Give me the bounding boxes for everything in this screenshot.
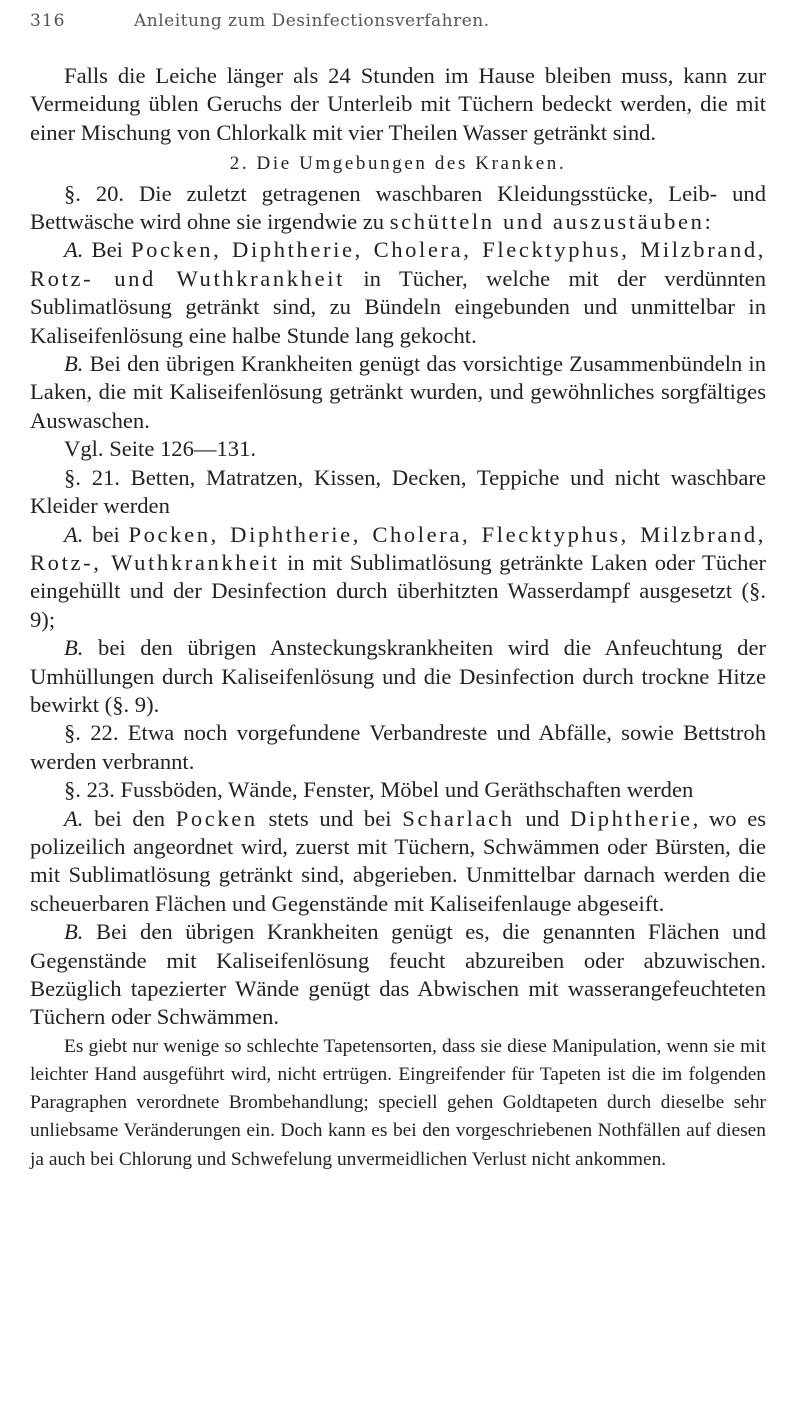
s23b-label: B. — [64, 919, 84, 945]
s23a-text-c: und — [514, 805, 570, 831]
s23a-pocken: Pocken — [175, 805, 258, 831]
s23b-text: Bei den übrigen Krankheiten genügt es, die genannten Flächen und Gegenstände mit Kaliseifenlösung feucht abzureiben oder abzuwischen. Bezüglich tapezierter Wände genügt das Abwischen mit wasserangefeuchteten Tüchern oder Schwämmen. — [30, 919, 766, 1030]
s20a-label: A. — [64, 237, 84, 263]
s21b-label: B. — [64, 635, 84, 661]
s21a-diseases: Pocken, Diphtherie, Cholera, Flecktyphus, Milzbrand, Rotz-, Wuthkrankheit — [30, 521, 766, 575]
section-heading-text: 2. Die Umgebungen des Kranken. — [229, 153, 567, 175]
s23a-label: A. — [64, 805, 84, 831]
paragraph-s23b — [30, 918, 766, 1032]
s20a-text-a: Bei — [83, 237, 131, 263]
section-heading — [30, 150, 766, 178]
paragraph-corpse: Falls die Leiche länger als 24 Stunden im Hause bleiben muss, kann zur Vermeidung üblen Geruchs der Unterleib mit Tüchern bedeckt werden, die mit einer Mischung von Chlorkalk mit vier Theilen Wasser getränkt sind. — [30, 63, 766, 145]
page-number: 316 — [30, 11, 66, 31]
paragraph-s21: §. 21. Betten, Matratzen, Kissen, Decken, Teppiche und nicht waschbare Kleider werden — [30, 464, 766, 519]
s20b-label: B. — [64, 351, 84, 377]
s20b-text: Bei den übrigen Krankheiten genügt das vorsichtige Zusammenbündeln in Laken, die mit Kaliseifenlösung getränkt wurden, und gewöhnliches sorgfältiges Auswaschen. — [30, 351, 766, 433]
paragraph-s20b — [30, 350, 766, 435]
paragraph-s20a — [30, 236, 766, 350]
paragraph-s21a — [30, 521, 766, 635]
paragraph-s21b — [30, 634, 766, 719]
s23a-scharlach: Scharlach — [402, 805, 515, 831]
s20-text-b: : — [704, 209, 711, 235]
running-title: Anleitung zum Desinfectionsverfahren. — [134, 11, 490, 31]
s23a-text-a: bei den — [83, 805, 176, 831]
main-text — [30, 62, 766, 1174]
paragraph-s23: §. 23. Fussböden, Wände, Fenster, Möbel und Geräthschaften werden — [64, 777, 694, 803]
s21b-text: bei den übrigen Ansteckungskrankheiten wird die Anfeuchtung der Umhüllungen durch Kaliseifenlösung und die Desinfection durch trockne Hitze bewirkt (§. 9). — [30, 635, 766, 717]
s23a-text-d: , wo es polizeilich angeordnet wird, zuerst mit Tüchern, Schwämmen oder Bürsten, die mit Sublimatlösung getränkt sind, abgerieben. Unmittelbar darnach werden die scheuerbaren Flächen und Gegenstände mit Kaliseifenlauge abgeseift. — [30, 805, 767, 916]
s20-spaced: schütteln und auszustäuben — [389, 209, 705, 235]
footnote-block — [30, 1033, 766, 1174]
s21a-label: A. — [64, 521, 84, 547]
running-head — [30, 11, 766, 35]
s20a-diseases: Pocken, Diphtherie, Cholera, Flecktyphus, Milzbrand, Rotz- und Wuthkrankheit — [30, 237, 766, 291]
s20a-text-b: in Tücher, welche mit der verdünnten Sublimatlösung getränkt sind, zu Bündeln eingebunden und unmittelbar in Kaliseifenlösung eine halbe Stunde lang gekocht. — [30, 265, 766, 348]
reference-line: Vgl. Seite 126—131. — [64, 436, 257, 462]
wallpaper-note: Es giebt nur wenige so schlechte Tapetensorten, dass sie diese Manipulation, wenn sie mit leichter Hand ausgeführt wird, nicht ertrügen. Eingreifender für Tapeten ist die im folgenden Paragraphen verordnete Brombehandlung; speciell gehen Goldtapeten durch dieselbe sehr unliebsame Veränderungen ein. Doch kann es bei den vorgeschriebenen Nothfällen auf diesen ja auch bei Chlorung und Schwefelung unvermeidlichen Verlust nicht ankommen. — [30, 1035, 766, 1170]
paragraph-s22: §. 22. Etwa noch vorgefundene Verbandreste und Abfälle, sowie Bettstroh werden verbrannt. — [30, 720, 766, 774]
s21a-text-a: bei — [83, 521, 129, 547]
s21a-text-b: in mit Sublimatlösung getränkte Laken oder Tücher eingehüllt und der Desinfection durch überhitzten Wasserdampf ausgesetzt (§. 9); — [30, 549, 766, 632]
s20-text-a: §. 20. Die zuletzt getragenen waschbaren Kleidungsstücke, Leib- und Bettwäsche wird ohne sie irgendwie zu — [30, 180, 766, 235]
paragraph-s23a — [30, 805, 766, 919]
s23a-diphtherie: Diphtherie — [569, 805, 693, 831]
s23a-text-b: stets und bei — [257, 805, 403, 831]
paragraph-s20 — [30, 180, 766, 237]
